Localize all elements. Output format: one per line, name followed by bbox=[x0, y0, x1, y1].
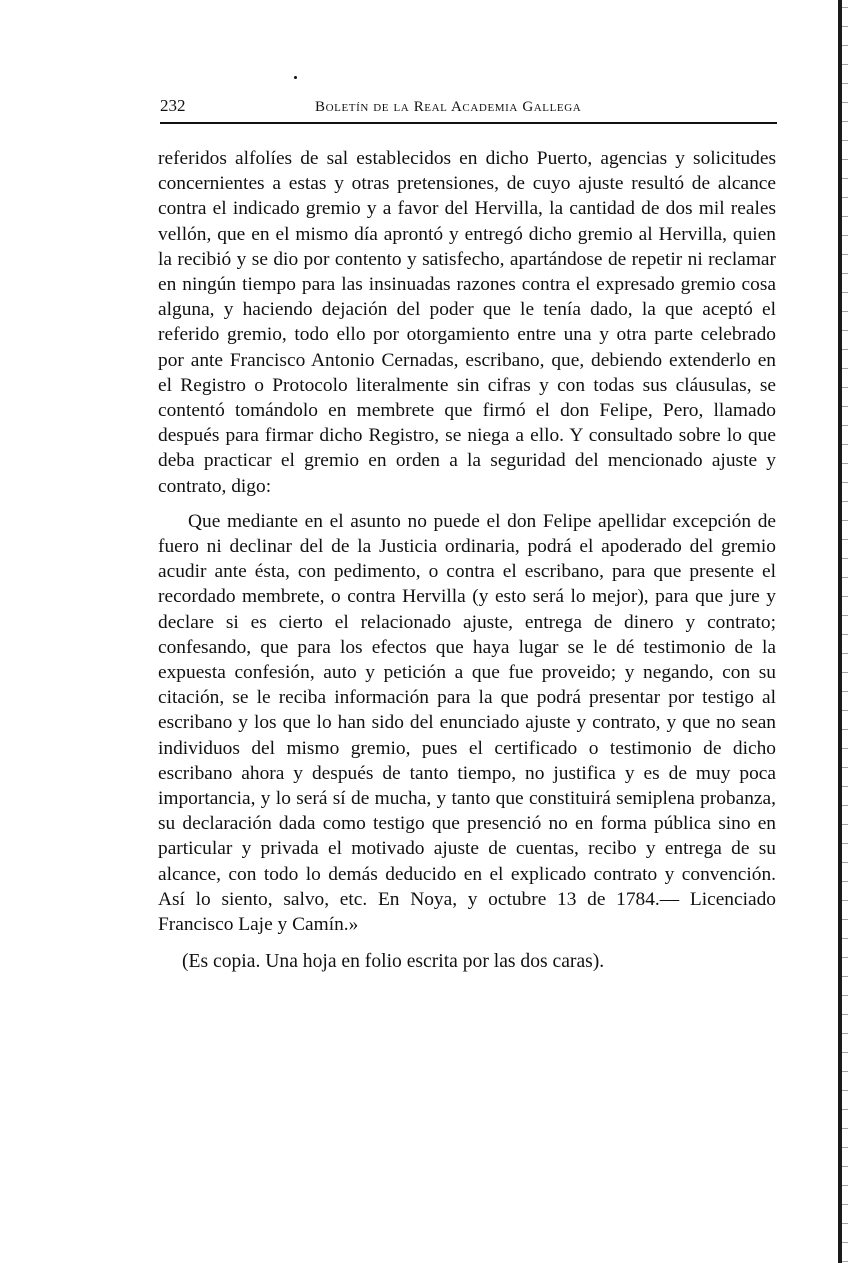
paragraph-1: referidos alfolíes de sal establecidos en dicho Puerto, agencias y solicitudes concernientes a estas y otras pretensiones, de cuyo ajuste resultó de alcance contra el indicado gremio y a favor del Hervilla, la cantidad de dos mil reales vellón, que en el mismo día aprontó y entregó dicho gremio al Hervilla, quien la recibió y se dio por contento y satisfecho, apartándose de repetir ni reclamar en ningún tiempo para las insinuadas razones contra el expresado gremio cosa alguna, y haciendo dejación del poder que le tenía dado, la que aceptó el referido gremio, todo ello por otorgamiento entre una y otra parte celebrado por ante Francisco Antonio Cernadas, escribano, que, debiendo extenderlo en el Registro o Protocolo literalmente sin cifras y con todas sus cláusulas, se contentó tomándolo en membrete que firmó el don Felipe, Pero, llamado después para firmar dicho Registro, se niega a ello. Y consultado sobre lo que deba practicar el gremio en orden a la seguridad del mencionado ajuste y contrato, digo: bbox=[158, 148, 776, 497]
paragraph-2: Que mediante en el asunto no puede el don Felipe apellidar excepción de fuero ni declinar del de la Justicia ordinaria, podrá el apoderado del gremio acudir ante ésta, con pedimento, o contra el escribano, para que presente el recordado membrete, o contra Hervilla (y esto será lo mejor), para que jure y declare si es cierto el relacionado ajuste, entrega de dinero y contrato; confesando, que para los efectos que haya lugar se le dé testimonio de la expuesta confesión, auto y petición a que fue proveido; y negando, con su citación, se le reciba información para la que podrá presentar por testigo al escribano y los que lo han sido del enunciado ajuste y contrato, y que no sean individuos del mismo gremio, pues el certificado o testimonio de dicho escribano ahora y después de tanto tiempo, no justifica y es de muy poca importancia, y lo será sí de mucha, y tanto que constituirá semiplena probanza, su declaración dada como testigo que presenció no en forma pública sino en particular y privada el motivado ajuste de cuentas, recibo y entrega de su alcance, con todo lo demás deducido en el explicado contrato y convención. Así lo siento, salvo, etc. En Noya, y octubre 13 de 1784.— Licenciado Francisco Laje y Camín.» bbox=[158, 510, 776, 936]
closing-note: (Es copia. Una hoja en folio escrita por las dos caras). bbox=[182, 951, 605, 973]
ink-speck bbox=[294, 76, 297, 79]
binding-edge-noise bbox=[842, 0, 848, 1263]
page-number: 232 bbox=[160, 96, 186, 115]
journal-title: Boletín de la Real Academia Gallega bbox=[315, 99, 582, 115]
running-header bbox=[160, 94, 777, 124]
body-text bbox=[158, 146, 776, 975]
